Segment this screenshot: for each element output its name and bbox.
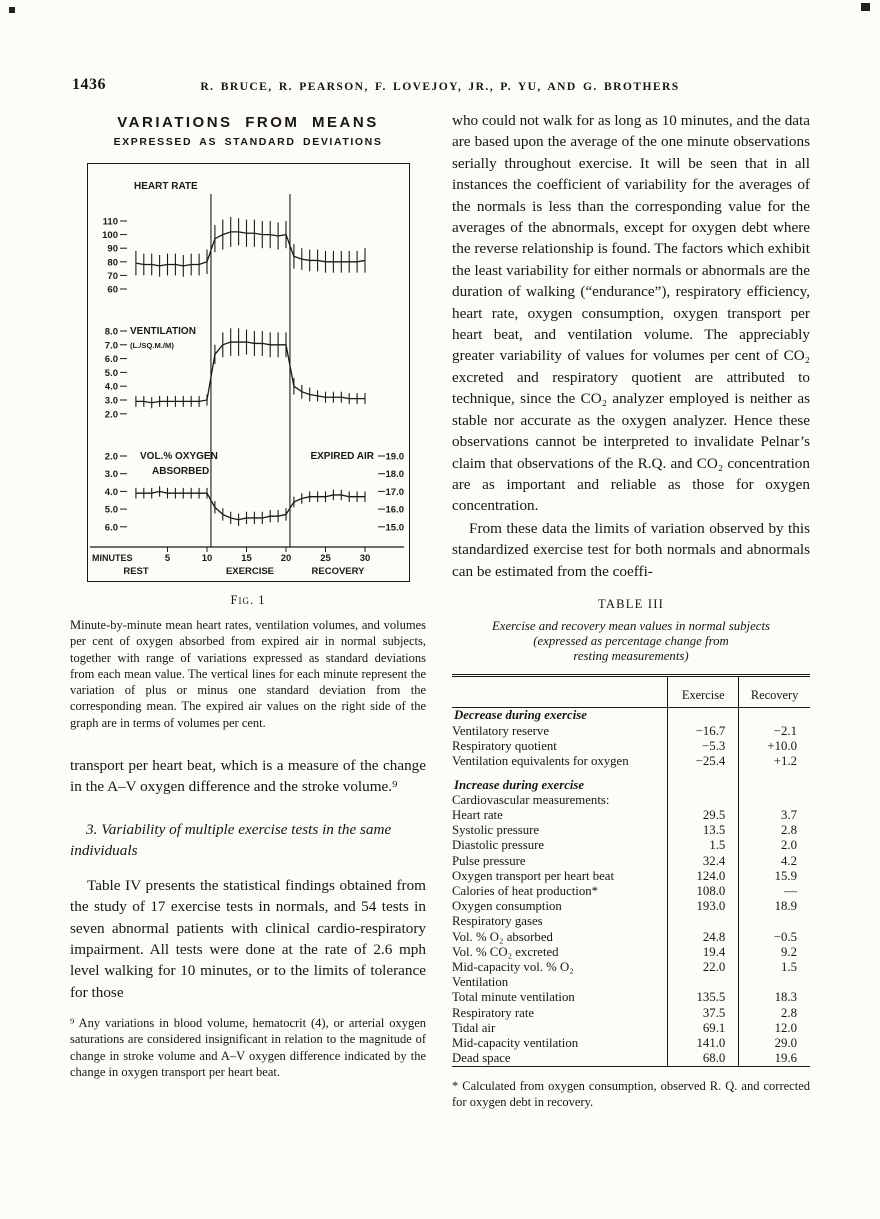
table-cell-recovery: +10.0 bbox=[739, 738, 810, 753]
mean-line bbox=[135, 491, 364, 519]
table-row bbox=[452, 884, 810, 899]
table-row-label: Heart rate bbox=[452, 808, 503, 823]
phase-label: RECOVERY bbox=[311, 566, 364, 577]
table3-header-recovery: Recovery bbox=[739, 675, 810, 707]
y-tick-label: 5.0 bbox=[104, 504, 118, 516]
scan-artifact bbox=[861, 3, 870, 11]
column-left bbox=[70, 110, 426, 1080]
table-row bbox=[452, 914, 810, 929]
y-tick-label-right: 19.0 bbox=[385, 451, 404, 463]
table-cell-recovery bbox=[739, 975, 810, 990]
table-cell-recovery bbox=[739, 769, 810, 793]
table-row-label: Ventilatory reserve bbox=[452, 723, 550, 738]
table-cell-exercise: −5.3 bbox=[668, 738, 739, 753]
table-row-label: Decrease during exercise bbox=[454, 708, 587, 723]
y-tick-label: 4.0 bbox=[104, 486, 118, 498]
table-cell-exercise: 141.0 bbox=[668, 1036, 739, 1051]
x-axis-label: MINUTES bbox=[91, 553, 132, 563]
table-cell-recovery: 12.0 bbox=[739, 1020, 810, 1035]
table-row bbox=[452, 808, 810, 823]
table-row-label: Vol. % CO₂ excreted bbox=[452, 944, 559, 959]
table3-label: TABLE III bbox=[597, 596, 665, 611]
body-paragraph-right-2: From these data the limits of variation observed by this standardized exercise test for both normals and abnormals can be estimated from the coeffi- bbox=[452, 519, 810, 580]
table-cell-recovery: −0.5 bbox=[739, 929, 810, 944]
table-row bbox=[452, 838, 810, 853]
y-tick-label: 6.0 bbox=[104, 354, 118, 366]
table-cell-exercise bbox=[668, 914, 739, 929]
x-tick-label: 20 bbox=[280, 553, 291, 564]
table-row bbox=[452, 1051, 810, 1067]
mean-line bbox=[135, 342, 364, 403]
table-cell-exercise: 24.8 bbox=[668, 929, 739, 944]
y-tick-label: 3.0 bbox=[104, 469, 118, 481]
table-row-label: Pulse pressure bbox=[452, 853, 526, 868]
table-cell-exercise bbox=[668, 975, 739, 990]
panel-title-heart-rate: HEART RATE bbox=[133, 181, 198, 192]
table-cell-recovery: 19.6 bbox=[739, 1051, 810, 1067]
table-row-label: Respiratory rate bbox=[452, 1005, 535, 1020]
body-paragraph-table4: Table IV presents the statistical findings obtained from the study of 17 exercise tests in normals, and 54 tests in seven abnormal patients with clinical cardio-respiratory impairment. All tests were done at the rate of 2.6 mph level walking for 10 minutes, or to the limits of tolerance for those bbox=[70, 876, 426, 1001]
scan-artifact bbox=[9, 7, 15, 13]
table-cell-exercise: 193.0 bbox=[668, 899, 739, 914]
y-tick-label-right: 17.0 bbox=[385, 486, 404, 498]
y-tick-label: 7.0 bbox=[104, 340, 118, 352]
x-tick-label: 15 bbox=[240, 553, 252, 564]
table3-header-exercise: Exercise bbox=[668, 675, 739, 707]
table-row bbox=[452, 769, 810, 793]
y-tick-label: 5.0 bbox=[104, 367, 118, 379]
body-paragraph-right-1: who could not walk for as long as 10 minutes, and the data are based upon the average of the one minute observations serially throughout exercise. It will be seen that in all instances the coefficient of variability for the averages of the normals is less than the corresponding value for the averages of the abnormals, except for oxygen debt where the reverse relationship is found. The factors which exhibit the least variability for either normals or abnormals are the duration of walking (“endurance”), respiratory efficiency, heart rate, oxygen consumption, oxygen transport per heart beat, and ventilation volume. The appreciably greater variability of values for volumes per cent of CO₂ excreted and respiratory quotient are attributed to technique, since the CO₂ analyzer employed is neither as stable nor accurate as the oxygen analyzer. Hence these observations cannot be interpreted to invalidate Pelnar’s claim that observations of the R.Q. and CO₂ concentration are as important and reliable as those for oxygen concentration. bbox=[452, 112, 810, 515]
figure-title: VARIATIONS FROM MEANS bbox=[117, 114, 379, 131]
table-cell-recovery: 9.2 bbox=[739, 944, 810, 959]
table-row-label: Dead space bbox=[452, 1051, 511, 1066]
phase-label: EXERCISE bbox=[225, 566, 274, 577]
table-row-label: Systolic pressure bbox=[452, 823, 540, 838]
table-row-label: Increase during exercise bbox=[454, 777, 585, 792]
table-cell-exercise: 32.4 bbox=[668, 853, 739, 868]
table-cell-exercise: 135.5 bbox=[668, 990, 739, 1005]
table-cell-exercise: 19.4 bbox=[668, 944, 739, 959]
y-tick-label: 3.0 bbox=[104, 395, 118, 407]
phase-label: REST bbox=[122, 566, 149, 577]
body-paragraph-transport: transport per heart beat, which is a measure of the change in the A–V oxygen difference and the stroke volume.⁹ bbox=[70, 757, 426, 796]
running-head: R. BRUCE, R. PEARSON, F. LOVEJOY, JR., P. YU, AND G. BROTHERS bbox=[200, 80, 680, 93]
table-row bbox=[452, 975, 810, 990]
table-cell-exercise: −16.7 bbox=[668, 723, 739, 738]
table-cell-recovery bbox=[739, 793, 810, 808]
table-row-label: Respiratory gases bbox=[452, 914, 543, 929]
table-row-label: Respiratory quotient bbox=[452, 738, 557, 753]
table3-header-row bbox=[452, 675, 810, 707]
table-cell-exercise: 1.5 bbox=[668, 838, 739, 853]
table-cell-recovery: — bbox=[739, 884, 810, 899]
footnote-9: ⁹ Any variations in blood volume, hematocrit (4), or arterial oxygen saturations are considered insignificant in relation to the magnitude of change in stroke volume and A–V oxygen difference indicated by the change in oxygen transport per heart beat. bbox=[70, 1016, 426, 1080]
column-right bbox=[452, 110, 810, 1110]
table-row bbox=[452, 944, 810, 959]
table-cell-exercise bbox=[668, 793, 739, 808]
table3-title-line-1: Exercise and recovery mean values in normal subjects bbox=[491, 618, 770, 633]
table-row-label: Oxygen transport per heart beat bbox=[452, 868, 615, 883]
table-row bbox=[452, 1036, 810, 1051]
table-cell-recovery: +1.2 bbox=[739, 754, 810, 769]
panel-title-ventilation: VENTILATION bbox=[129, 326, 196, 337]
table-row-label: Diastolic pressure bbox=[452, 838, 545, 853]
y-tick-label: 110 bbox=[102, 216, 118, 228]
x-tick-label: 10 bbox=[201, 553, 212, 564]
table-row bbox=[452, 960, 810, 975]
table-cell-recovery: 2.8 bbox=[739, 1005, 810, 1020]
table-row-label: Mid-capacity ventilation bbox=[452, 1035, 579, 1050]
table3-title bbox=[452, 619, 810, 665]
table-cell-recovery: 1.5 bbox=[739, 960, 810, 975]
x-tick-label: 5 bbox=[164, 553, 170, 564]
y-tick-label-right: 15.0 bbox=[385, 522, 404, 534]
table-row-label: Ventilation bbox=[452, 975, 509, 990]
panel-title-expired-air: EXPIRED AIR bbox=[309, 451, 374, 462]
table-row bbox=[452, 823, 810, 838]
table-row-label: Total minute ventilation bbox=[452, 990, 575, 1005]
table-cell-recovery: 29.0 bbox=[739, 1036, 810, 1051]
table-row-label: Cardiovascular measurements: bbox=[452, 792, 610, 807]
y-tick-label: 100 bbox=[101, 230, 118, 242]
table-row bbox=[452, 738, 810, 753]
table-row bbox=[452, 723, 810, 738]
table3-header-blank bbox=[452, 675, 668, 707]
y-tick-label: 6.0 bbox=[104, 522, 118, 534]
y-tick-label: 2.0 bbox=[104, 451, 118, 463]
table-cell-exercise: −25.4 bbox=[668, 754, 739, 769]
page-number: 1436 bbox=[72, 76, 106, 93]
table-cell-recovery: 18.3 bbox=[739, 990, 810, 1005]
table-row-label: Oxygen consumption bbox=[452, 899, 562, 914]
figure-1-chart bbox=[88, 164, 406, 578]
table-row bbox=[452, 929, 810, 944]
table-cell-recovery bbox=[739, 914, 810, 929]
table-cell-exercise: 69.1 bbox=[668, 1020, 739, 1035]
table-cell-recovery: 18.9 bbox=[739, 899, 810, 914]
y-tick-label: 4.0 bbox=[104, 381, 118, 393]
y-tick-label-right: 18.0 bbox=[385, 469, 404, 481]
y-tick-label: 90 bbox=[106, 243, 118, 255]
table3 bbox=[452, 674, 810, 1067]
table-row bbox=[452, 793, 810, 808]
table-row-label: Mid-capacity vol. % O₂ bbox=[452, 959, 574, 974]
table-row bbox=[452, 1005, 810, 1020]
y-tick-label: 2.0 bbox=[104, 409, 118, 421]
section-heading-3: 3. Variability of multiple exercise tests in the same individuals bbox=[70, 820, 392, 860]
y-tick-label-right: 16.0 bbox=[385, 504, 404, 516]
y-tick-label: 8.0 bbox=[104, 326, 118, 338]
table-row bbox=[452, 990, 810, 1005]
y-tick-label: 70 bbox=[106, 270, 118, 282]
table-cell-exercise bbox=[668, 707, 739, 723]
table-cell-recovery: −2.1 bbox=[739, 723, 810, 738]
y-tick-label: 60 bbox=[106, 284, 118, 296]
table-row bbox=[452, 754, 810, 769]
table-row bbox=[452, 707, 810, 723]
x-tick-label: 25 bbox=[319, 553, 331, 564]
table-cell-exercise: 29.5 bbox=[668, 808, 739, 823]
table-cell-exercise: 22.0 bbox=[668, 960, 739, 975]
table-row-label: Tidal air bbox=[452, 1020, 496, 1035]
x-tick-label: 30 bbox=[359, 553, 370, 564]
table-row bbox=[452, 899, 810, 914]
table-row-label: Vol. % O₂ absorbed bbox=[452, 929, 553, 944]
table-row-label: Calories of heat production* bbox=[452, 884, 599, 899]
figure-label: Fig. 1 bbox=[230, 593, 266, 607]
table-cell-exercise bbox=[668, 769, 739, 793]
figure-subtitle: EXPRESSED AS STANDARD DEVIATIONS bbox=[113, 136, 383, 148]
table-cell-exercise: 108.0 bbox=[668, 884, 739, 899]
table-cell-exercise: 124.0 bbox=[668, 868, 739, 883]
table-cell-exercise: 37.5 bbox=[668, 1005, 739, 1020]
table-row bbox=[452, 868, 810, 883]
table-cell-exercise: 13.5 bbox=[668, 823, 739, 838]
figure-box bbox=[87, 163, 410, 582]
table-cell-recovery bbox=[739, 707, 810, 723]
table3-body bbox=[452, 707, 810, 1066]
panel-units-label: (L./SQ.M./M) bbox=[129, 341, 174, 350]
panel-title-vol-pct-oxygen: VOL.% OXYGEN bbox=[139, 451, 218, 462]
table-cell-recovery: 15.9 bbox=[739, 868, 810, 883]
y-tick-label: 80 bbox=[106, 257, 118, 269]
table-cell-exercise: 68.0 bbox=[668, 1051, 739, 1067]
table-cell-recovery: 3.7 bbox=[739, 808, 810, 823]
mean-line bbox=[135, 232, 364, 266]
table3-title-line-3: resting measurements) bbox=[573, 649, 689, 664]
figure-caption: Minute-by-minute mean heart rates, ventilation volumes, and volumes per cent of oxygen absorbed from expired air in normal subjects, together with range of variations expressed as standard deviations from each mean value. The vertical lines for each minute represent the variation of plus or minus one standard deviation from the corresponding mean. The expired air values on the right side of the graph are in terms of volumes per cent. bbox=[70, 618, 426, 730]
table-row bbox=[452, 853, 810, 868]
panel-title-absorbed: ABSORBED bbox=[151, 466, 209, 477]
table-row-label: Ventilation equivalents for oxygen bbox=[452, 753, 629, 768]
table-cell-recovery: 2.0 bbox=[739, 838, 810, 853]
table-row bbox=[452, 1020, 810, 1035]
table-cell-recovery: 4.2 bbox=[739, 853, 810, 868]
table-cell-recovery: 2.8 bbox=[739, 823, 810, 838]
table3-title-line-2: (expressed as percentage change from bbox=[533, 634, 729, 649]
table3-footnote: * Calculated from oxygen consumption, observed R. Q. and corrected for oxygen debt in recovery. bbox=[452, 1078, 810, 1110]
